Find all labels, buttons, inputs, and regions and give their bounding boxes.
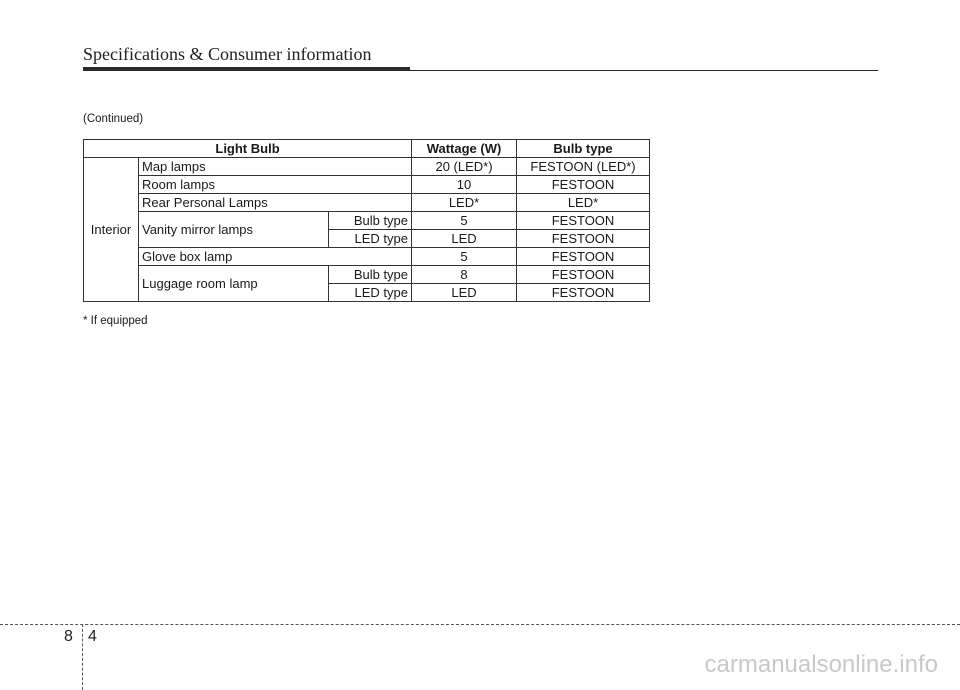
- row-sub-label: Bulb type: [329, 212, 412, 230]
- table-row: [84, 266, 650, 284]
- row-bulb-type: FESTOON (LED*): [517, 158, 650, 176]
- row-name: Map lamps: [139, 158, 412, 176]
- row-sub-label: LED type: [329, 284, 412, 302]
- row-wattage: 10: [412, 176, 517, 194]
- table-row: [84, 194, 650, 212]
- row-bulb-type: FESTOON: [517, 176, 650, 194]
- continued-label: (Continued): [83, 113, 144, 125]
- row-bulb-type: FESTOON: [517, 266, 650, 284]
- row-bulb-type: FESTOON: [517, 284, 650, 302]
- table-row: [84, 176, 650, 194]
- row-name: Luggage room lamp: [139, 266, 329, 302]
- row-name: Glove box lamp: [139, 248, 412, 266]
- footnote-if-equipped: * If equipped: [83, 315, 148, 327]
- group-label-interior: Interior: [84, 158, 139, 302]
- row-bulb-type: FESTOON: [517, 212, 650, 230]
- row-bulb-type: FESTOON: [517, 230, 650, 248]
- table-header-row: [84, 140, 650, 158]
- header-rule-thick: [83, 67, 410, 71]
- row-wattage: 8: [412, 266, 517, 284]
- table-row: [84, 248, 650, 266]
- light-bulb-spec-table: [83, 139, 650, 302]
- watermark: carmanualsonline.info: [704, 651, 938, 678]
- row-name: Rear Personal Lamps: [139, 194, 412, 212]
- row-wattage: 5: [412, 212, 517, 230]
- row-bulb-type: LED*: [517, 194, 650, 212]
- row-bulb-type: FESTOON: [517, 248, 650, 266]
- table-row: [84, 212, 650, 230]
- footer-divider: [0, 624, 960, 625]
- row-wattage: LED: [412, 230, 517, 248]
- header-bulb-type: Bulb type: [517, 140, 650, 158]
- row-wattage: LED*: [412, 194, 517, 212]
- row-wattage: LED: [412, 284, 517, 302]
- row-sub-label: Bulb type: [329, 266, 412, 284]
- page-section-number: 8: [64, 628, 73, 645]
- row-wattage: 20 (LED*): [412, 158, 517, 176]
- page-number: 4: [88, 628, 97, 645]
- header-rule-thin: [410, 70, 878, 71]
- page-header-title: Specifications & Consumer information: [83, 44, 372, 64]
- footer-vertical-divider: [82, 624, 83, 690]
- header-light-bulb: Light Bulb: [84, 140, 412, 158]
- row-name: Room lamps: [139, 176, 412, 194]
- table-row: [84, 158, 650, 176]
- row-wattage: 5: [412, 248, 517, 266]
- header-wattage: Wattage (W): [412, 140, 517, 158]
- row-name: Vanity mirror lamps: [139, 212, 329, 248]
- row-sub-label: LED type: [329, 230, 412, 248]
